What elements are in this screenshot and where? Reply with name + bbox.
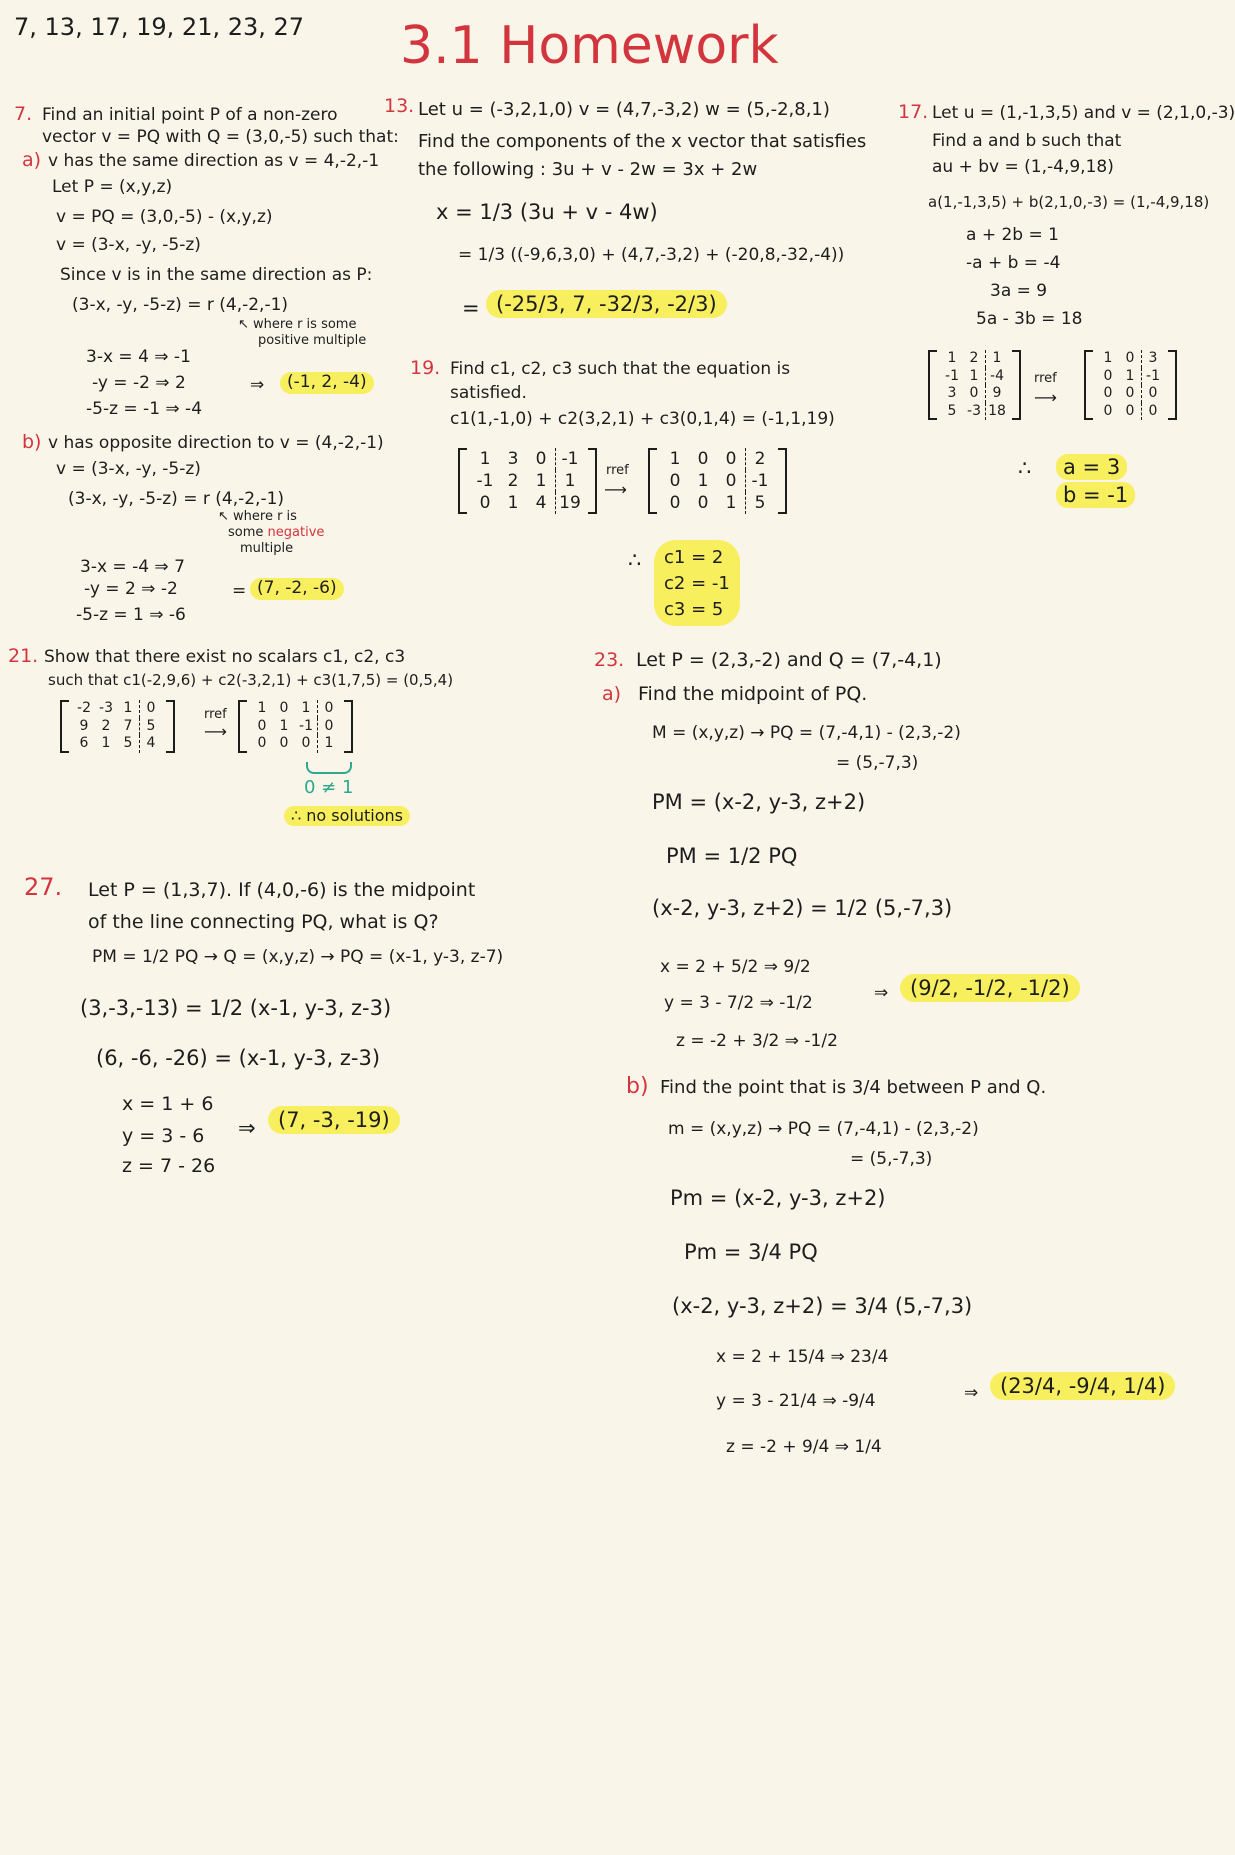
problem-17-eq-1: a + 2b = 1 — [966, 225, 1059, 245]
problem-19-rref-matrix-body — [657, 448, 778, 514]
matrix-cell: 1 — [669, 449, 681, 469]
problem-13-line-5: = 1/3 ((-9,6,3,0) + (4,7,-3,2) + (-20,8,-32,-4)) — [458, 245, 845, 265]
matrix-cell: 4 — [535, 493, 547, 514]
problem-23b-answer: (23/4, -9/4, 1/4) — [990, 1372, 1175, 1400]
problem-27-eq-3: z = 7 - 26 — [122, 1155, 216, 1177]
matrix-cell: 1 — [1125, 367, 1135, 384]
problem-23a-line-8: z = -2 + 3/2 ⇒ -1/2 — [676, 1031, 838, 1051]
problem-17-eq-2: -a + b = -4 — [966, 253, 1061, 273]
problem-19-answer-c2: c2 = -1 — [664, 573, 730, 594]
problem-7b-note-3: multiple — [240, 541, 294, 556]
problem-17-rref-label: rref — [1034, 371, 1057, 386]
problem-13-line-3: the following : 3u + v - 2w = 3x + 2w — [418, 159, 758, 180]
problem-23a-line-2: = (5,-7,3) — [836, 753, 919, 773]
problem-21-number: 21. — [8, 645, 39, 667]
problem-17-therefore: ∴ — [1018, 456, 1032, 480]
problem-7a-eq-1: 3-x = 4 ⇒ -1 — [86, 347, 191, 367]
problem-27-eq-2: y = 3 - 6 — [122, 1125, 205, 1147]
problem-23a-line-5: (x-2, y-3, z+2) = 1/2 (5,-7,3) — [652, 896, 953, 920]
problem-23b-line-8: z = -2 + 9/4 ⇒ 1/4 — [726, 1437, 882, 1457]
matrix-cell: 1 — [101, 735, 111, 751]
problem-21-rref-matrix-body-row — [251, 700, 340, 718]
problem-17-rref-matrix-body-row — [1097, 368, 1164, 386]
matrix-cell: 0 — [535, 449, 547, 469]
problem-13-line-1: Let u = (-3,2,1,0) v = (4,7,-3,2) w = (5,-2,8,1) — [418, 99, 830, 120]
problem-7a-note-2: positive multiple — [258, 333, 367, 348]
matrix-cell: 0 — [317, 718, 340, 736]
problem-7b-eq-1: 3-x = -4 ⇒ 7 — [80, 557, 185, 577]
matrix-cell: 3 — [1141, 350, 1164, 368]
problem-13-line-4: x = 1/3 (3u + v - 4w) — [436, 200, 658, 224]
matrix-cell: 0 — [257, 717, 267, 734]
matrix-cell: 0 — [1103, 385, 1113, 401]
problem-17-rref-arrow: ⟶ — [1034, 388, 1057, 407]
matrix-cell: 1 — [317, 735, 340, 753]
matrix-cell: 2 — [101, 717, 111, 734]
problem-7a-line-3: v = (3-x, -y, -5-z) — [56, 235, 201, 255]
matrix-cell: 0 — [1103, 402, 1113, 419]
matrix-cell: 0 — [139, 700, 162, 718]
problem-7a-answer-arrow: ⇒ — [250, 375, 265, 395]
problem-7b-eq-3: -5-z = 1 ⇒ -6 — [76, 605, 186, 625]
matrix-cell: 2 — [507, 471, 519, 492]
matrix-cell: 0 — [479, 493, 491, 514]
matrix-cell: 7 — [123, 717, 133, 734]
problem-7b-line-2: (3-x, -y, -5-z) = r (4,-2,-1) — [68, 489, 285, 509]
problem-27-line-5: (6, -6, -26) = (x-1, y-3, z-3) — [96, 1046, 381, 1070]
problem-23a-line-4: PM = 1/2 PQ — [666, 844, 798, 868]
matrix-cell: 4 — [139, 735, 162, 753]
problem-17-rref-matrix-body — [1093, 350, 1168, 420]
problem-17-eq-4: 5a - 3b = 18 — [976, 309, 1083, 329]
problem-23b-line-3: Pm = (x-2, y-3, z+2) — [670, 1186, 886, 1210]
problem-17-rref-matrix-body-row — [1097, 403, 1164, 421]
problem-27-line-4: (3,-3,-13) = 1/2 (x-1, y-3, z-3) — [80, 996, 392, 1020]
problem-13-answer: (-25/3, 7, -32/3, -2/3) — [486, 290, 727, 318]
problem-17-matrix-body-row — [941, 385, 1008, 403]
problem-7-statement-2: vector v = PQ with Q = (3,0,-5) such that: — [42, 127, 399, 147]
problem-13-number: 13. — [384, 95, 415, 117]
problem-23a-line-1: M = (x,y,z) → PQ = (7,-4,1) - (2,3,-2) — [652, 723, 961, 743]
matrix-cell: 0 — [279, 735, 289, 751]
problem-23b-line-7: y = 3 - 21/4 ⇒ -9/4 — [716, 1391, 876, 1411]
problem-23b-line-1: m = (x,y,z) → PQ = (7,-4,1) - (2,3,-2) — [668, 1119, 979, 1139]
problem-list: 7, 13, 17, 19, 21, 23, 27 — [14, 13, 305, 41]
problem-7a-line-4: Since v is in the same direction as P: — [60, 265, 373, 285]
problem-17-rref-matrix — [1084, 350, 1177, 420]
problem-19-number: 19. — [410, 357, 441, 379]
matrix-cell: 0 — [697, 449, 709, 469]
problem-19-line-2: satisfied. — [450, 383, 527, 403]
problem-7a-line-1: Let P = (x,y,z) — [52, 177, 173, 197]
matrix-cell: 1 — [555, 470, 584, 492]
matrix-cell: 0 — [669, 471, 681, 492]
problem-7a-label: a) — [22, 149, 42, 171]
problem-19-therefore: ∴ — [628, 548, 642, 572]
problem-7b-text: v has opposite direction to v = (4,-2,-1) — [48, 433, 384, 453]
problem-23b-label: b) — [626, 1074, 649, 1099]
matrix-cell: -3 — [967, 402, 981, 419]
problem-27-line-1: Let P = (1,3,7). If (4,0,-6) is the midpoint — [88, 879, 476, 901]
problem-27-number: 27. — [24, 873, 63, 901]
problem-21-matrix-body-row — [73, 718, 162, 736]
problem-19-line-3: c1(1,-1,0) + c2(3,2,1) + c3(0,1,4) = (-1,1,19) — [450, 409, 835, 429]
problem-19-rref-matrix — [648, 448, 787, 514]
problem-23a-line-7: y = 3 - 7/2 ⇒ -1/2 — [664, 993, 813, 1013]
problem-17-answer-b: b = -1 — [1056, 482, 1135, 508]
problem-23b-text: Find the point that is 3/4 between P and Q. — [660, 1077, 1047, 1098]
matrix-cell: 1 — [697, 471, 709, 492]
problem-19-answer-c3: c3 = 5 — [664, 599, 724, 620]
problem-21-matrix-body — [69, 700, 166, 753]
matrix-cell: 0 — [1125, 350, 1135, 366]
problem-17-matrix-body — [937, 350, 1012, 420]
page-title: 3.1 Homework — [400, 16, 779, 76]
problem-7b-note-2 — [228, 526, 324, 541]
matrix-cell: 1 — [725, 493, 737, 514]
matrix-cell: 18 — [985, 403, 1008, 421]
problem-23a-line-3: PM = (x-2, y-3, z+2) — [652, 790, 866, 814]
matrix-cell: 0 — [669, 493, 681, 514]
problem-17-line-3: au + bv = (1,-4,9,18) — [932, 157, 1114, 177]
problem-21-rref-matrix-body — [247, 700, 344, 753]
problem-17-answer-a: a = 3 — [1056, 454, 1127, 480]
matrix-cell: 0 — [1141, 385, 1164, 403]
matrix-cell: 3 — [947, 385, 957, 401]
problem-7a-eq-3: -5-z = -1 ⇒ -4 — [86, 399, 203, 419]
problem-21-rref-matrix-body-row — [251, 718, 340, 736]
matrix-cell: 5 — [745, 492, 774, 514]
matrix-cell: 1 — [301, 700, 311, 716]
problem-21-line-1: Show that there exist no scalars c1, c2, c3 — [44, 647, 406, 667]
problem-21-rref-matrix — [238, 700, 353, 753]
matrix-cell: -2 — [77, 700, 91, 716]
matrix-cell: -1 — [945, 367, 959, 384]
problem-23b-answer-arrow: ⇒ — [964, 1383, 979, 1403]
problem-7a-answer: (-1, 2, -4) — [280, 372, 374, 394]
problem-7a-text: v has the same direction as v = 4,-2,-1 — [48, 151, 380, 171]
problem-19-rref-label: rref — [606, 463, 629, 478]
problem-7a-line-5: (3-x, -y, -5-z) = r (4,-2,-1) — [72, 295, 289, 315]
matrix-cell: 6 — [79, 735, 89, 751]
matrix-cell: -4 — [985, 368, 1008, 386]
problem-17-eq-3: 3a = 9 — [990, 281, 1048, 301]
problem-19-matrix-body-row — [471, 470, 584, 492]
problem-19-rref-matrix-body-row — [661, 470, 774, 492]
matrix-cell: 5 — [139, 718, 162, 736]
problem-17-matrix-body-row — [941, 368, 1008, 386]
matrix-cell: 1 — [1103, 350, 1113, 366]
problem-19-rref-matrix-body-row — [661, 448, 774, 470]
problem-19-rref-arrow: ⟶ — [604, 480, 627, 499]
problem-7a-line-2: v = PQ = (3,0,-5) - (x,y,z) — [56, 207, 273, 227]
problem-17-line-2: Find a and b such that — [932, 131, 1122, 151]
problem-7a-note-1: ↖ where r is some — [238, 317, 357, 332]
matrix-cell: 0 — [317, 700, 340, 718]
problem-17-matrix — [928, 350, 1021, 420]
problem-23a-line-6: x = 2 + 5/2 ⇒ 9/2 — [660, 957, 811, 977]
matrix-cell: 0 — [1125, 385, 1135, 401]
problem-7b-note-2a: some — [228, 525, 264, 540]
problem-7a-eq-2: -y = -2 ⇒ 2 — [92, 373, 186, 393]
matrix-cell: 2 — [745, 448, 774, 470]
problem-17-matrix-body-row — [941, 403, 1008, 421]
matrix-cell: 19 — [555, 492, 584, 514]
problem-21-line-2: such that c1(-2,9,6) + c2(-3,2,1) + c3(1,7,5) = (0,5,4) — [48, 671, 454, 689]
problem-19-matrix-body-row — [471, 492, 584, 514]
matrix-cell: 1 — [257, 700, 267, 716]
matrix-cell: 9 — [985, 385, 1008, 403]
problem-23a-text: Find the midpoint of PQ. — [638, 683, 868, 705]
problem-21-contradiction: 0 ≠ 1 — [304, 777, 354, 798]
problem-17-rref-matrix-body-row — [1097, 350, 1164, 368]
matrix-cell: 0 — [697, 493, 709, 514]
problem-21-matrix — [60, 700, 175, 753]
problem-7b-answer-arrow: = — [232, 581, 247, 601]
matrix-cell: 0 — [969, 385, 979, 401]
problem-19-answer-c1: c1 = 2 — [664, 547, 724, 568]
matrix-cell: 1 — [947, 350, 957, 366]
matrix-cell: -1 — [476, 471, 494, 492]
problem-23-line-1: Let P = (2,3,-2) and Q = (7,-4,1) — [636, 649, 942, 671]
matrix-cell: 0 — [301, 735, 311, 751]
problem-19-matrix-body — [467, 448, 588, 514]
problem-21-matrix-body-row — [73, 700, 162, 718]
problem-7b-line-1: v = (3-x, -y, -5-z) — [56, 459, 201, 479]
problem-27-line-2: of the line connecting PQ, what is Q? — [88, 911, 439, 933]
matrix-cell: -1 — [555, 448, 584, 470]
problem-7b-label: b) — [22, 431, 42, 453]
problem-7-number: 7. — [14, 103, 33, 125]
problem-13-equals: = — [462, 296, 480, 320]
problem-7b-note-1: ↖ where r is — [218, 509, 297, 524]
matrix-cell: 2 — [969, 350, 979, 366]
matrix-cell: 1 — [507, 493, 519, 514]
problem-23a-answer: (9/2, -1/2, -1/2) — [900, 974, 1080, 1002]
matrix-cell: 0 — [1125, 402, 1135, 419]
problem-7-statement-1: Find an initial point P of a non-zero — [42, 105, 338, 125]
matrix-cell: 9 — [79, 717, 89, 734]
problem-19-rref-matrix-body-row — [661, 492, 774, 514]
problem-7b-note-2b: negative — [267, 525, 325, 540]
problem-21-rref-label: rref — [204, 707, 227, 722]
matrix-cell: 0 — [725, 449, 737, 469]
problem-23a-answer-arrow: ⇒ — [874, 983, 889, 1003]
matrix-cell: -3 — [99, 700, 113, 716]
matrix-cell: 3 — [507, 449, 519, 469]
problem-19-line-1: Find c1, c2, c3 such that the equation is — [450, 359, 791, 379]
problem-21-answer: ∴ no solutions — [284, 806, 410, 826]
matrix-cell: -1 — [299, 717, 313, 734]
matrix-cell: 5 — [123, 735, 133, 751]
matrix-cell: -1 — [1141, 368, 1164, 386]
matrix-cell: 0 — [1141, 403, 1164, 421]
problem-23b-line-5: (x-2, y-3, z+2) = 3/4 (5,-7,3) — [672, 1294, 973, 1318]
problem-17-line-4: a(1,-1,3,5) + b(2,1,0,-3) = (1,-4,9,18) — [928, 193, 1210, 211]
problem-7b-eq-2: -y = 2 ⇒ -2 — [84, 579, 178, 599]
problem-21-underbrace — [306, 762, 352, 774]
matrix-cell: 1 — [123, 700, 133, 716]
matrix-cell: 0 — [279, 700, 289, 716]
problem-19-matrix — [458, 448, 597, 514]
problem-23b-line-2: = (5,-7,3) — [850, 1149, 933, 1169]
matrix-cell: 0 — [257, 735, 267, 751]
problem-19-matrix-body-row — [471, 448, 584, 470]
problem-13-line-2: Find the components of the x vector that satisfies — [418, 131, 867, 152]
problem-27-answer: (7, -3, -19) — [268, 1106, 400, 1134]
problem-7b-answer: (7, -2, -6) — [250, 578, 344, 600]
matrix-cell: 5 — [947, 402, 957, 419]
matrix-cell: 1 — [479, 449, 491, 469]
problem-23-number: 23. — [594, 649, 625, 671]
matrix-cell: -1 — [745, 470, 774, 492]
matrix-cell: 1 — [969, 367, 979, 384]
problem-21-rref-matrix-body-row — [251, 735, 340, 753]
problem-23b-line-6: x = 2 + 15/4 ⇒ 23/4 — [716, 1347, 889, 1367]
problem-27-eq-1: x = 1 + 6 — [122, 1093, 214, 1115]
problem-21-rref-arrow: ⟶ — [204, 722, 227, 741]
problem-17-matrix-body-row — [941, 350, 1008, 368]
matrix-cell: 0 — [1103, 367, 1113, 384]
problem-17-line-1: Let u = (1,-1,3,5) and v = (2,1,0,-3) — [932, 103, 1235, 123]
problem-17-number: 17. — [898, 101, 929, 123]
problem-27-line-3: PM = 1/2 PQ → Q = (x,y,z) → PQ = (x-1, y-3, z-7) — [92, 947, 504, 967]
matrix-cell: 0 — [725, 471, 737, 492]
problem-23b-line-4: Pm = 3/4 PQ — [684, 1240, 818, 1264]
matrix-cell: 1 — [985, 350, 1008, 368]
problem-23a-label: a) — [602, 683, 622, 705]
matrix-cell: 1 — [535, 471, 547, 492]
problem-21-matrix-body-row — [73, 735, 162, 753]
problem-17-rref-matrix-body-row — [1097, 385, 1164, 403]
matrix-cell: 1 — [279, 717, 289, 734]
problem-27-answer-arrow: ⇒ — [238, 1116, 256, 1140]
